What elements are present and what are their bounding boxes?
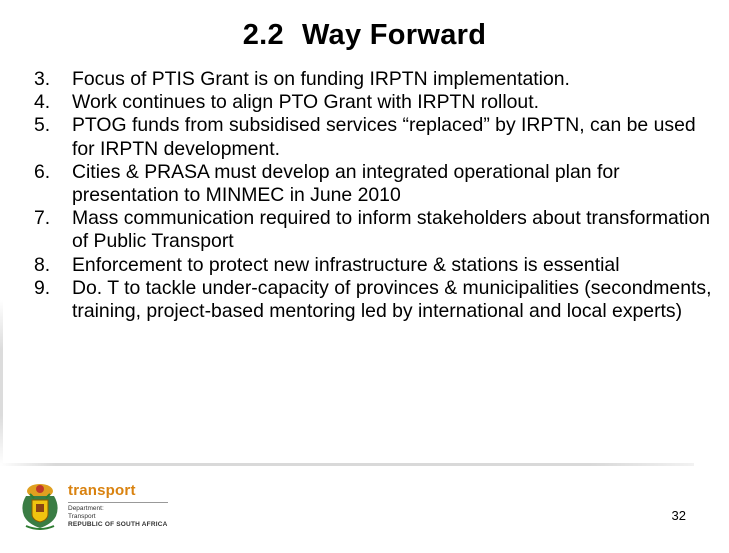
- title-text: Way Forward: [301, 19, 487, 51]
- item-number: 6.: [34, 160, 51, 183]
- item-text: Do. T to tackle under-capacity of provinces & municipalities (secondments, training, project-based mentoring led by international and local experts): [72, 276, 712, 323]
- item-text: Focus of PTIS Grant is on funding IRPTN implementation.: [72, 68, 570, 90]
- bullet-list: [34, 68, 714, 323]
- list-item: [34, 254, 714, 277]
- page-number: 32: [671, 508, 686, 523]
- footer-divider: [0, 463, 694, 466]
- item-number: 8.: [34, 253, 51, 276]
- item-number: 7.: [34, 207, 51, 230]
- list-item: [34, 277, 714, 323]
- dept-line-2: Transport: [68, 513, 96, 520]
- list-item: [34, 114, 714, 160]
- item-text: Enforcement to protect new infrastructure & stations is essential: [72, 253, 620, 276]
- item-number: 3.: [34, 68, 51, 90]
- item-text: Mass communication required to inform stakeholders about transformation of Public Transport: [72, 207, 711, 253]
- item-text: Cities & PRASA must develop an integrated operational plan for presentation to MINMEC in June 2010: [72, 160, 620, 207]
- list-item: [34, 161, 714, 207]
- department-logo: [18, 480, 178, 532]
- slide-title: [0, 17, 729, 53]
- brand-name: transport: [68, 482, 136, 499]
- list-item: [34, 207, 714, 253]
- item-number: 9.: [34, 276, 51, 299]
- list-item: [34, 91, 714, 114]
- dept-line-1: Department:: [68, 505, 104, 512]
- item-text: Work continues to align PTO Grant with IRPTN rollout.: [72, 91, 539, 114]
- dept-line-3: REPUBLIC OF SOUTH AFRICA: [68, 521, 168, 528]
- left-edge-decoration: [0, 300, 3, 465]
- list-item: [34, 68, 714, 91]
- item-number: 4.: [34, 91, 51, 114]
- brand-rule: [68, 502, 168, 503]
- item-number: 5.: [34, 114, 51, 137]
- item-text: PTOG funds from subsidised services “replaced” by IRPTN, can be used for IRPTN development.: [72, 114, 696, 160]
- department-text: [68, 505, 168, 529]
- title-number: 2.2: [242, 19, 284, 51]
- coat-of-arms-icon: [18, 480, 62, 532]
